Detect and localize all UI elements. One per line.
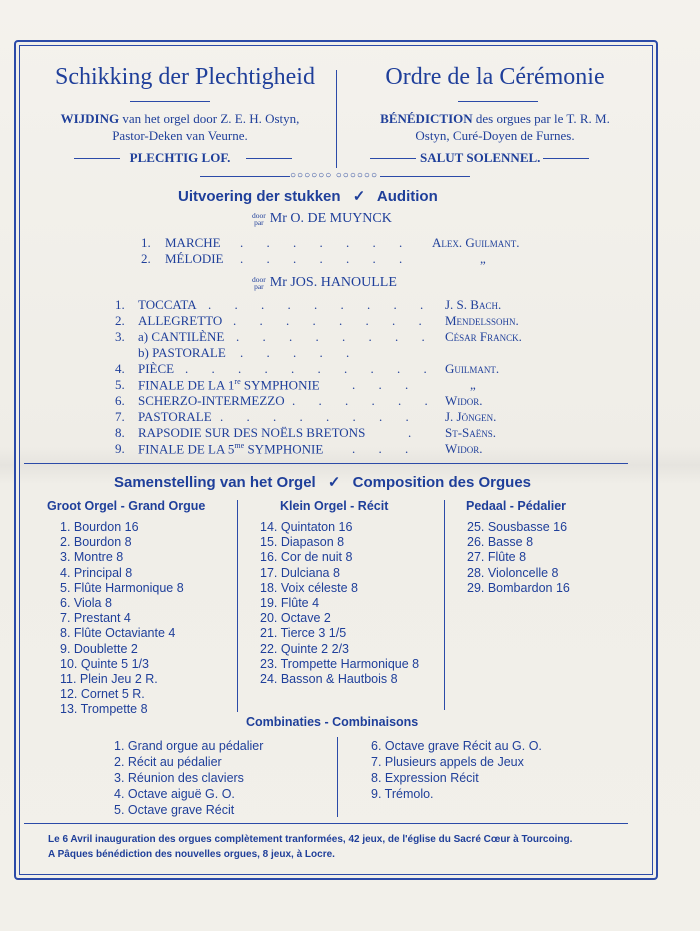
set2-leader-1: . . . . . . . .	[233, 313, 432, 328]
right-line1-bold: BÉNÉDICTION	[380, 111, 473, 126]
stop: 13. Trompette 8	[60, 702, 148, 717]
set2-title-5: FINALE DE LA 1re SYMPHONIE	[138, 377, 320, 393]
stop: 4. Principal 8	[60, 565, 133, 580]
stop: 29. Bombardon 16	[467, 580, 570, 595]
right-sub: SALUT SOLENNEL.	[420, 150, 541, 165]
set1-leader-0: . . . . . . .	[240, 235, 413, 250]
stop: 19. Flûte 4	[260, 596, 320, 611]
stop: 6. Viola 8	[60, 596, 112, 611]
great-organ-title: Groot Orgel - Grand Orgue	[47, 499, 206, 513]
combination: 8. Expression Récit	[371, 771, 479, 785]
note-line1: Le 6 Avril inauguration des orgues complètement tranformées, 42 jeux, de l'église du Sacré Cœur à Tourcoing.	[48, 834, 573, 845]
set1-leader-1: . . . . . . .	[240, 251, 413, 266]
organ-divider-1	[237, 500, 238, 712]
combination: 4. Octave aiguë G. O.	[114, 787, 235, 801]
right-line2: Ostyn, Curé-Doyen de Furnes.	[415, 128, 575, 143]
pedal-title: Pedaal - Pédalier	[466, 499, 567, 513]
stop: 7. Prestant 4	[60, 611, 131, 626]
great-organ-list	[60, 520, 184, 718]
set1-num-0: 1.	[141, 235, 151, 250]
stop: 8. Flûte Octaviante 4	[60, 626, 176, 641]
combinations-divider	[337, 737, 338, 817]
set2-num-6: 6.	[115, 393, 125, 408]
stop: 15. Diapason 8	[260, 535, 345, 550]
set2-title-3: b) PASTORALE	[138, 345, 226, 360]
set2-num-1: 2.	[115, 313, 125, 328]
set2-title-6: SCHERZO-INTERMEZZO	[138, 393, 285, 408]
combination: 2. Récit au pédalier	[114, 755, 222, 769]
door-label-1: door	[252, 210, 266, 220]
performer2	[252, 275, 397, 291]
set2-leader-6: . . . . . .	[292, 393, 438, 408]
set2-leader-2: . . . . . . . .	[236, 329, 435, 344]
organ-separator: ✓	[327, 474, 341, 491]
stop: 12. Cornet 5 R.	[60, 687, 145, 702]
left-sub-rule-b	[246, 158, 292, 159]
set2-composer-6: Widor.	[445, 393, 483, 408]
set2-composer-0: J. S. Bach.	[445, 297, 502, 312]
set2-leader-7: . . . . . . . .	[220, 409, 419, 424]
set2-title-7: PASTORALE	[138, 409, 212, 424]
audition-title	[178, 187, 438, 205]
set2-composer-1: Mendelssohn.	[445, 313, 519, 328]
performer1	[252, 211, 392, 227]
par-label-2: par	[254, 281, 264, 291]
combination: 7. Plusieurs appels de Jeux	[371, 755, 524, 769]
right-line1	[345, 111, 645, 127]
stop: 9. Doublette 2	[60, 641, 138, 656]
stop: 22. Quinte 2 2/3	[260, 641, 349, 656]
set1-title-1: MÉLODIE	[165, 251, 224, 266]
left-line1	[30, 111, 330, 127]
set2-title-4: PIÈCE	[138, 361, 175, 376]
set2-leader-8: .	[408, 425, 422, 440]
stop: 24. Basson & Hautbois 8	[260, 672, 398, 687]
left-sub: PLECHTIG LOF.	[129, 150, 231, 165]
notes-divider	[24, 823, 628, 824]
set2-title-9: FINALE DE LA $5^{me}$ SYMPHONIE	[138, 441, 324, 457]
left-line1-bold: WIJDING	[60, 111, 120, 126]
section-divider	[24, 463, 628, 464]
set2-num-8: 8.	[115, 425, 125, 440]
right-title: Ordre de la Cérémonie	[385, 64, 605, 90]
stop: 5. Flûte Harmonique 8	[60, 580, 184, 595]
left-line1-rest: van het orgel door Z. E. H. Ostyn,	[119, 111, 300, 126]
left-title: Schikking der Plechtigheid	[55, 64, 315, 90]
combination: 3. Réunion des claviers	[114, 771, 244, 785]
stop: 21. Tierce 3 1/5	[260, 626, 347, 641]
set2-composer-2: César Franck.	[445, 329, 522, 344]
stop: 14. Quintaton 16	[260, 520, 353, 534]
stop: 20. Octave 2	[260, 611, 331, 626]
stop: 1. Bourdon 16	[60, 520, 139, 534]
set2-num-7: 7.	[115, 409, 125, 424]
right-sub-rule-b	[543, 158, 589, 159]
set2-num-5: 5.	[115, 377, 125, 392]
set1-num-1: 2.	[141, 251, 151, 266]
set2-title-0: TOCCATA	[138, 297, 197, 312]
combination: 1. Grand orgue au pédalier	[114, 739, 264, 753]
door-label-2: door	[252, 274, 266, 284]
set2-composer-7: J. Jöngen.	[445, 409, 497, 424]
recit-title: Klein Orgel - Récit	[280, 499, 389, 513]
pedal-list	[467, 520, 570, 596]
set2-leader-0: . . . . . . . . .	[208, 297, 434, 312]
organ-title-fr: Composition des Orgues	[352, 474, 532, 491]
set2-leader-3: . . . . .	[240, 345, 360, 360]
right-sub-rule-a	[370, 158, 416, 159]
set2-leader-5: . . .	[352, 377, 419, 392]
combinations-left	[114, 738, 263, 818]
organ-divider-2	[444, 500, 445, 710]
set2-leader-4: . . . . . . . . . .	[185, 361, 437, 376]
performer1-name: Mr O. DE MUYNCK	[269, 211, 392, 226]
set2-composer-5: „	[470, 377, 476, 392]
organ-title	[114, 473, 531, 491]
header-divider	[336, 70, 337, 168]
right-line1-rest: des orgues par le T. R. M.	[472, 111, 610, 126]
set2-num-2: 3.	[115, 329, 125, 344]
left-line2: Pastor-Deken van Veurne.	[112, 128, 248, 143]
set2-title-1: ALLEGRETTO	[138, 313, 223, 328]
right-title-rule	[458, 101, 538, 102]
set1-title-0: MARCHE	[165, 235, 221, 250]
stop: 2. Bourdon 8	[60, 535, 132, 550]
stop: 23. Trompette Harmonique 8	[260, 656, 420, 671]
door-par-2	[252, 276, 266, 290]
stop: 11. Plein Jeu 2 R.	[60, 672, 158, 687]
set2-num-4: 4.	[115, 361, 125, 376]
combination: 5. Octave grave Récit	[114, 803, 235, 817]
ornament-rule-left	[200, 176, 290, 177]
par-label-1: par	[254, 217, 264, 227]
set2-title-8: RAPSODIE SUR DES NOËLS BRETONS	[138, 425, 366, 440]
combination: 9. Trémolo.	[371, 787, 434, 801]
stop: 16. Cor de nuit 8	[260, 550, 353, 565]
ornament-rule-right	[380, 176, 470, 177]
door-par-1	[252, 212, 266, 226]
combinations-right	[371, 738, 542, 802]
left-sub-rule-a	[74, 158, 120, 159]
left-title-rule	[130, 101, 210, 102]
performer2-name: Mr JOS. HANOULLE	[269, 275, 397, 290]
stop: 17. Dulciana 8	[260, 565, 340, 580]
combination: 6. Octave grave Récit au G. O.	[371, 739, 542, 753]
audition-separator: ✓	[352, 188, 366, 205]
combinations-title: Combinaties - Combinaisons	[246, 715, 419, 729]
set2-title-2: a) CANTILÈNE	[138, 329, 225, 344]
stop: 26. Basse 8	[467, 535, 534, 550]
stop: 18. Voix céleste 8	[260, 580, 358, 595]
set1-composer-0: Alex. Guilmant.	[432, 235, 520, 250]
set2-composer-8: St-Saëns.	[445, 425, 497, 440]
stop: 25. Sousbasse 16	[467, 520, 568, 534]
set2-leader-9: . . .	[352, 441, 419, 456]
set2-composer-9: Widor.	[445, 441, 483, 456]
stop: 10. Quinte 5 1/3	[60, 656, 149, 671]
recit-list	[260, 520, 419, 687]
organ-title-nl: Samenstelling van het Orgel	[114, 474, 316, 491]
set2-num-0: 1.	[115, 297, 125, 312]
stop: 28. Violoncelle 8	[467, 565, 559, 580]
audition-title-fr: Audition	[376, 188, 438, 205]
note-line2: A Pâques bénédiction des nouvelles orgues, 8 jeux, à Locre.	[48, 849, 335, 860]
set2-num-9: 9.	[115, 441, 125, 456]
set1-composer-1: „	[480, 251, 486, 266]
stop: 27. Flûte 8	[467, 550, 527, 565]
audition-title-nl: Uitvoering der stukken	[178, 188, 341, 205]
ornament: ○○○○○○ ○○○○○○	[290, 170, 378, 181]
stop: 3. Montre 8	[60, 550, 124, 565]
set2-composer-4: Guilmant.	[445, 361, 500, 376]
